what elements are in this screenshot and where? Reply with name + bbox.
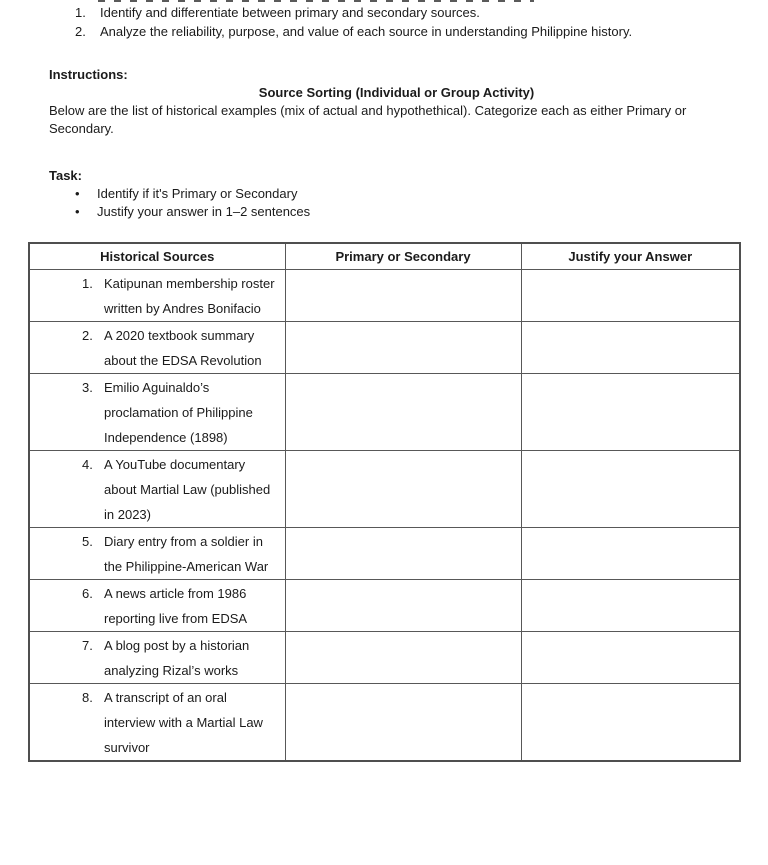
objective-text: Identify and differentiate between primary and secondary sources. [100, 5, 480, 20]
list-number: 8. [82, 690, 93, 705]
source-cell [29, 632, 285, 684]
table-header-row [29, 243, 740, 270]
list-number: 1. [75, 5, 86, 20]
source-cell [29, 580, 285, 632]
instructions-label: Instructions: [49, 67, 128, 82]
primary-secondary-answer-cell[interactable] [285, 374, 521, 451]
source-cell [29, 451, 285, 528]
list-number: 2. [75, 24, 86, 39]
source-text: Diary entry from a soldier in the Philippine-American War [104, 534, 269, 574]
task-item [75, 203, 739, 221]
bullet-icon: • [75, 186, 80, 201]
col-header-primary-or-secondary: Primary or Secondary [285, 243, 521, 270]
list-number: 3. [82, 380, 93, 395]
list-number: 5. [82, 534, 93, 549]
source-text: Emilio Aguinaldo’s proclamation of Philippine Independence (1898) [104, 380, 253, 445]
primary-secondary-answer-cell[interactable] [285, 270, 521, 322]
justify-answer-cell[interactable] [521, 528, 740, 580]
list-number: 4. [82, 457, 93, 472]
table-row [29, 374, 740, 451]
objectives-list [75, 3, 739, 41]
table-row [29, 270, 740, 322]
source-cell [29, 528, 285, 580]
primary-secondary-answer-cell[interactable] [285, 528, 521, 580]
instructions-body: Below are the list of historical examples (mix of actual and hypothethical). Categorize each as either Primary or Secondary. [49, 103, 687, 136]
source-cell [29, 270, 285, 322]
bullet-icon: • [75, 204, 80, 219]
task-list [75, 185, 739, 221]
source-text: A YouTube documentary about Martial Law (published in 2023) [104, 457, 271, 522]
table-row [29, 528, 740, 580]
source-text: Katipunan membership roster written by Andres Bonifacio [104, 276, 275, 316]
table-row [29, 580, 740, 632]
source-text: A news article from 1986 reporting live from EDSA [104, 586, 248, 626]
justify-answer-cell[interactable] [521, 374, 740, 451]
task-text: Identify if it's Primary or Secondary [97, 186, 298, 201]
source-sorting-table [28, 242, 741, 762]
list-number: 1. [82, 276, 93, 291]
justify-answer-cell[interactable] [521, 580, 740, 632]
activity-title: Source Sorting (Individual or Group Activity) [258, 85, 535, 100]
source-text: A blog post by a historian analyzing Rizal’s works [104, 638, 250, 678]
primary-secondary-answer-cell[interactable] [285, 684, 521, 762]
list-number: 2. [82, 328, 93, 343]
source-text: A 2020 textbook summary about the EDSA Revolution [104, 328, 262, 368]
table-row [29, 684, 740, 762]
objective-text: Analyze the reliability, purpose, and value of each source in understanding Philippine history. [100, 24, 633, 39]
list-number: 6. [82, 586, 93, 601]
source-cell [29, 322, 285, 374]
table-row [29, 322, 740, 374]
task-text: Justify your answer in 1–2 sentences [97, 204, 311, 219]
primary-secondary-answer-cell[interactable] [285, 451, 521, 528]
justify-answer-cell[interactable] [521, 322, 740, 374]
primary-secondary-answer-cell[interactable] [285, 580, 521, 632]
task-label: Task: [49, 168, 82, 183]
table-row [29, 451, 740, 528]
col-header-historical-sources: Historical Sources [29, 243, 285, 270]
justify-answer-cell[interactable] [521, 684, 740, 762]
objective-item [75, 3, 739, 22]
table-row [29, 632, 740, 684]
list-number: 7. [82, 638, 93, 653]
source-cell [29, 684, 285, 762]
col-header-justify-your-answer: Justify your Answer [521, 243, 740, 270]
primary-secondary-answer-cell[interactable] [285, 322, 521, 374]
justify-answer-cell[interactable] [521, 451, 740, 528]
task-item [75, 185, 739, 203]
source-cell [29, 374, 285, 451]
justify-answer-cell[interactable] [521, 270, 740, 322]
source-text: A transcript of an oral interview with a Martial Law survivor [104, 690, 263, 755]
objective-item [75, 22, 739, 41]
primary-secondary-answer-cell[interactable] [285, 632, 521, 684]
justify-answer-cell[interactable] [521, 632, 740, 684]
